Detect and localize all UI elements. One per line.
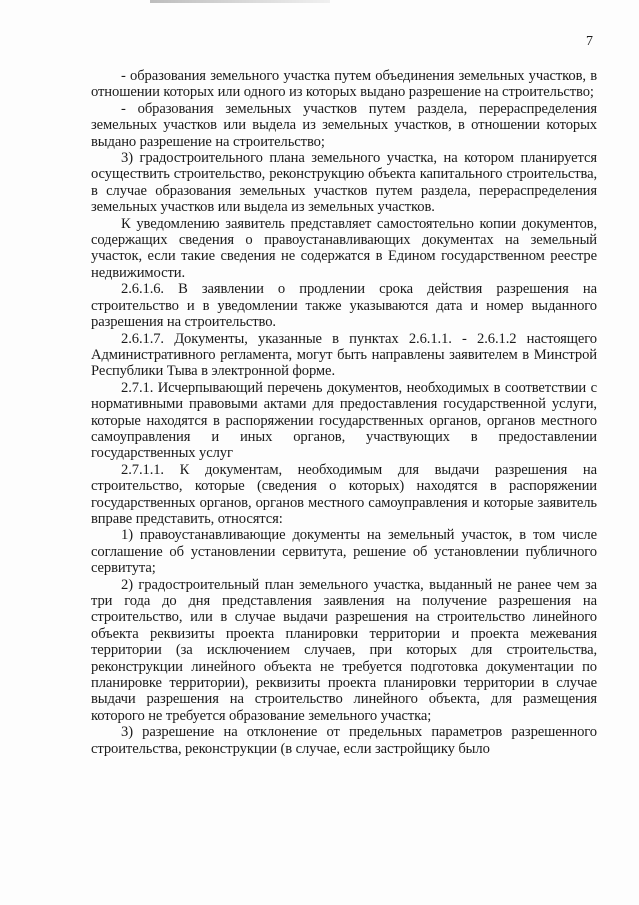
page-number: 7 — [586, 34, 593, 49]
paragraph: 2.7.1.1. К документам, необходимым для выдачи разрешения на строительство, которые (сведения о которых) находятся в распоряжении государственных органов, органов местного самоуправления и которые заявитель вправе представить, относятся: — [91, 461, 597, 527]
paragraph: 2.6.1.6. В заявлении о продлении срока действия разрешения на строительство и в уведомлении также указываются дата и номер выданного разрешения на строительство. — [91, 281, 597, 331]
paragraph: К уведомлению заявитель представляет самостоятельно копии документов, содержащих сведения о правоустанавливающих документах на земельный участок, если такие сведения не содержатся в Едином государственном реестре недвижимости. — [91, 215, 597, 281]
paragraph: 1) правоустанавливающие документы на земельный участок, в том числе соглашение об установлении сервитута, решение об установлении публичного сервитута; — [91, 527, 597, 577]
paragraph: 3) градостроительного плана земельного участка, на котором планируется осуществить строительство, реконструкцию объекта капитального строительства, в случае образования земельных участков путем раздела, перераспределения земельных участков или выдела из земельных участков. — [91, 150, 597, 216]
paragraph: 2) градостроительный план земельного участка, выданный не ранее чем за три года до дня представления заявления на получение разрешения на строительство, или в случае выдачи разрешения на строительство линейного объекта реквизиты проекта планировки территории и проекта межевания территории (за исключением случаев, при которых для строительства, реконструкции линейного объекта не требуется подготовка документации по планировке территории), реквизиты проекта планировки территории в случае выдачи разрешения на строительство линейного объекта, для размещения которого не требуется образование земельного участка; — [91, 576, 597, 724]
document-body — [91, 68, 597, 757]
paragraph: - образования земельного участка путем объединения земельных участков, в отношении которых или одного из которых выдано разрешение на строительство; — [91, 68, 597, 101]
paragraph: 3) разрешение на отклонение от предельных параметров разрешенного строительства, реконструкции (в случае, если застройщику было — [91, 724, 597, 757]
paragraph: - образования земельных участков путем раздела, перераспределения земельных участков или выдела из земельных участков, в отношении которых выдано разрешение на строительство; — [91, 100, 597, 150]
scan-top-mark — [150, 0, 330, 3]
paragraph: 2.6.1.7. Документы, указанные в пунктах 2.6.1.1. - 2.6.1.2 настоящего Административного регламента, могут быть направлены заявителем в Минстрой Республики Тыва в электронной форме. — [91, 330, 597, 380]
paragraph: 2.7.1. Исчерпывающий перечень документов, необходимых в соответствии с нормативными правовыми актами для предоставления государственной услуги, которые находятся в распоряжении государственных органов, органов местного самоуправления и иных органов, участвующих в предоставлении государственных услуг — [91, 379, 597, 462]
